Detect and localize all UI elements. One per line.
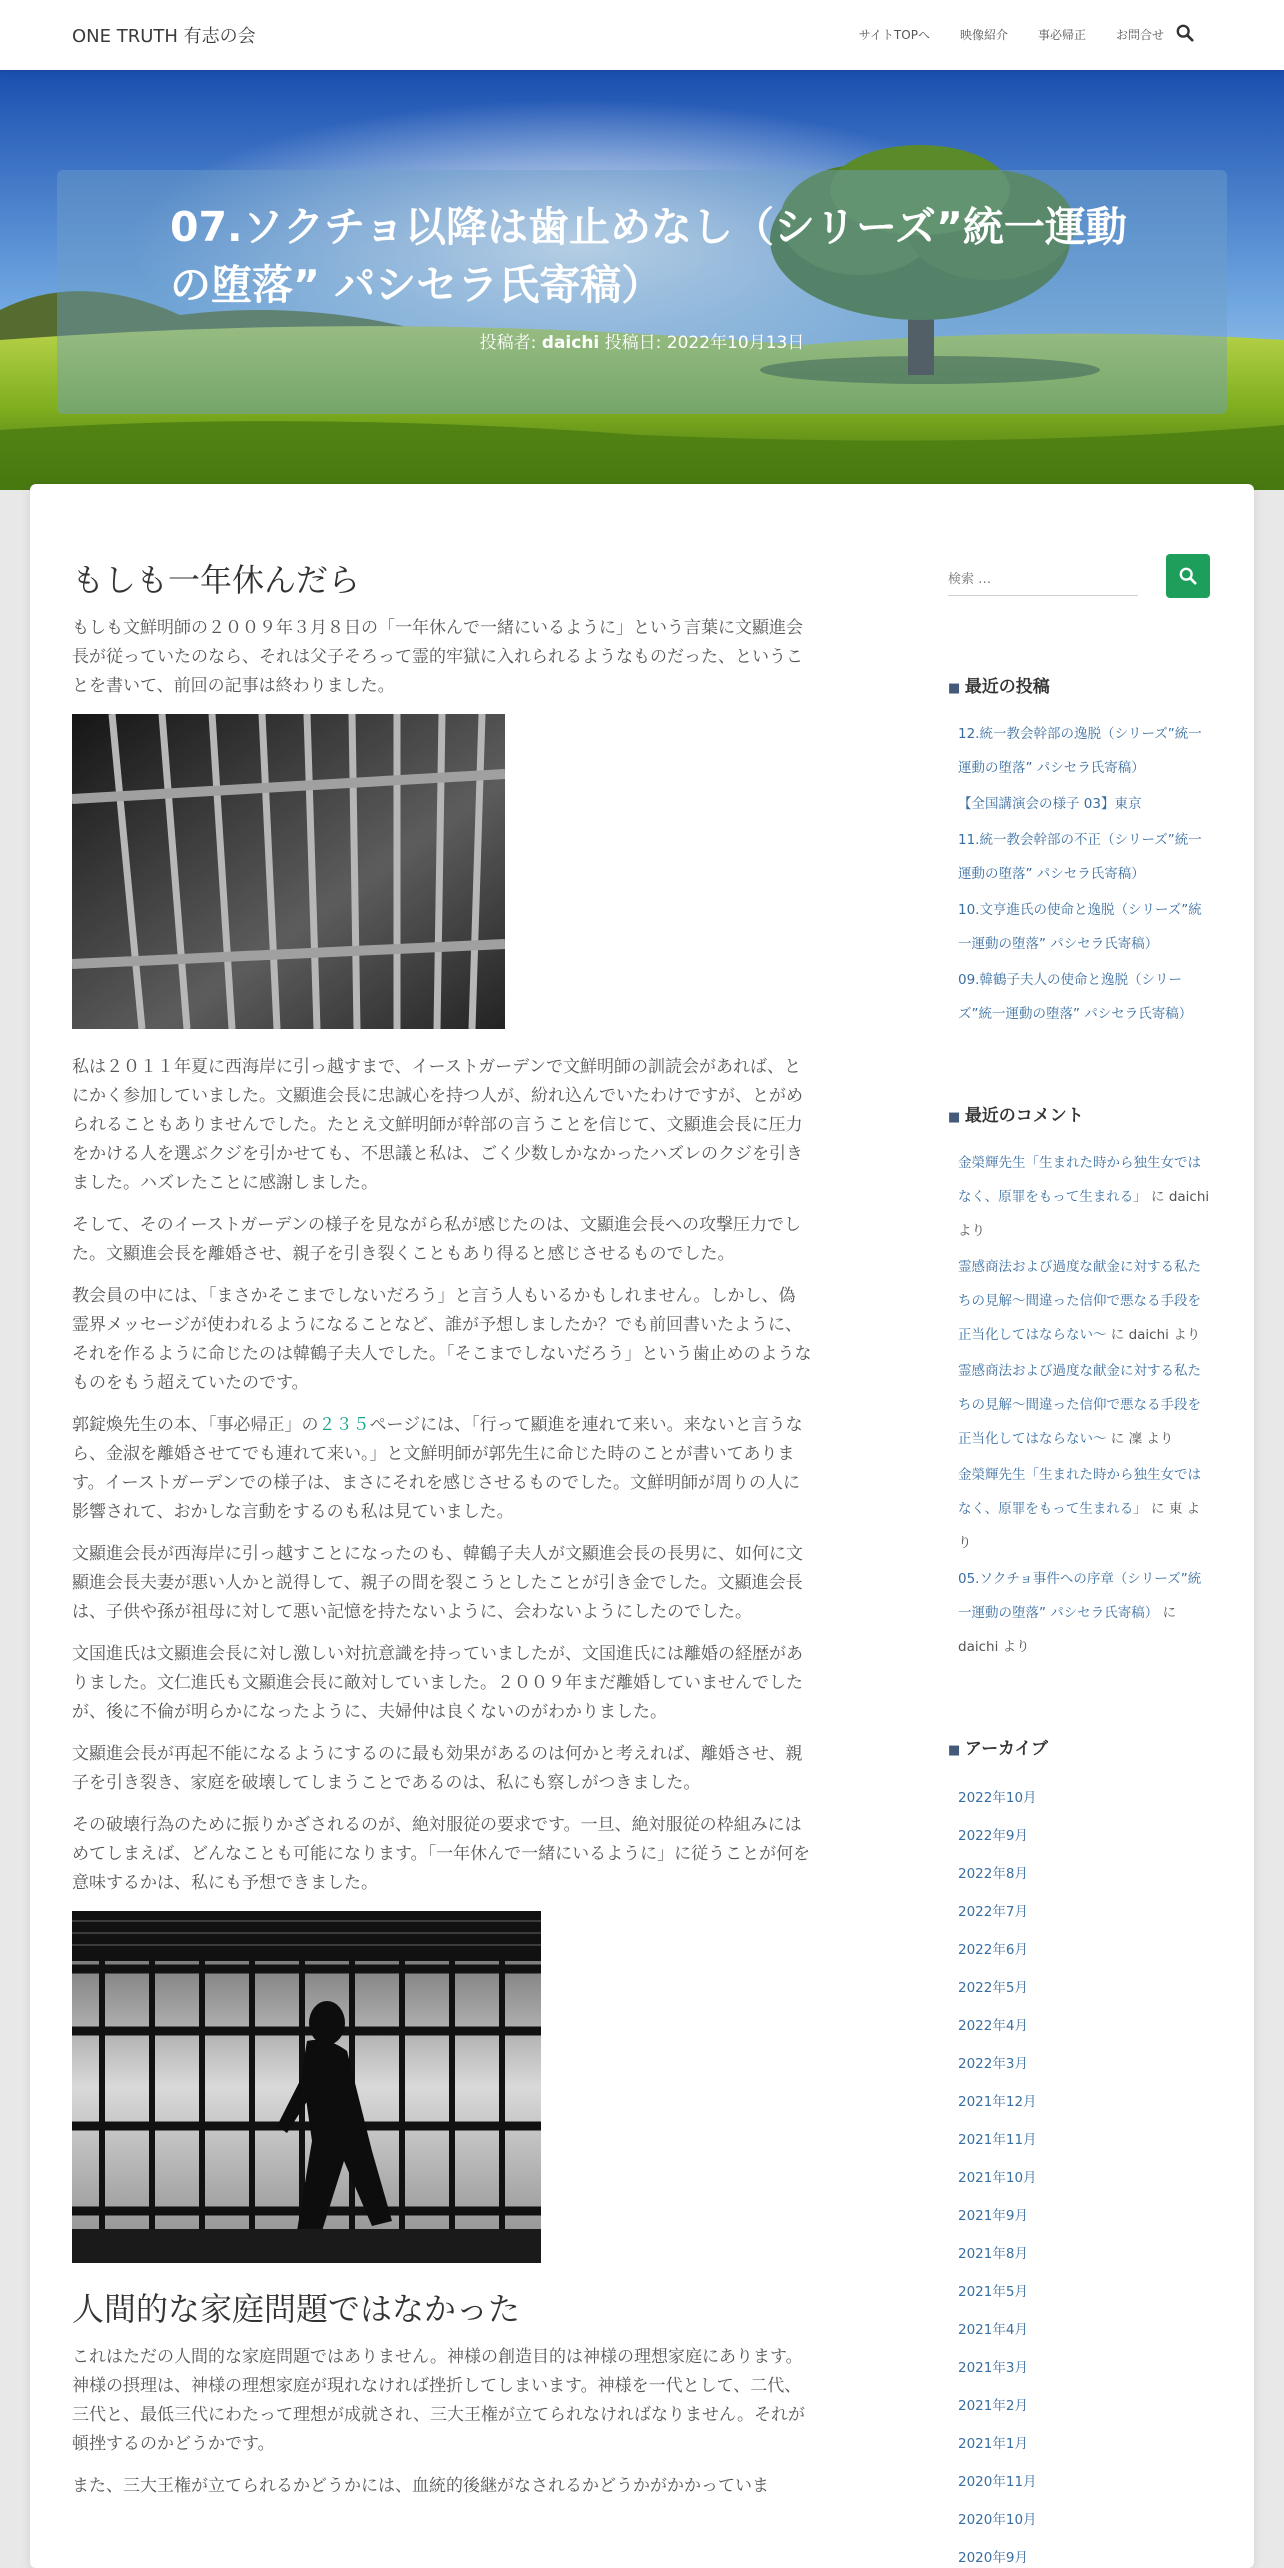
archive-item	[958, 1817, 1210, 1855]
archive-item	[958, 1931, 1210, 1969]
paragraph-5	[72, 1411, 812, 1527]
section-heading-2: 人間的な家庭問題ではなかった	[72, 2290, 521, 2328]
archive-item	[958, 2501, 1210, 2539]
sidebar-search-button[interactable]	[1166, 554, 1210, 598]
recent-post-item	[958, 893, 1210, 961]
section-heading-1: もしも一年休んだら	[72, 561, 361, 599]
comment-author: に daichi より	[1106, 1327, 1201, 1343]
comment-author: に 東 より	[958, 1501, 1201, 1551]
recent-comments-list	[948, 1146, 1210, 1664]
archive-item	[958, 2083, 1210, 2121]
nav-item-jipil-gwijeong[interactable]: 事必帰正	[1037, 28, 1086, 42]
recent-post-link[interactable]: 11.統一教会幹部の不正（シリーズ”統一運動の堕落” パシセラ氏寄稿）	[958, 832, 1202, 882]
recent-post-item	[958, 963, 1210, 1031]
recent-post-link[interactable]: 【全国講演会の様子 03】東京	[958, 796, 1142, 812]
recent-post-link[interactable]: 10.文亨進氏の使命と逸脱（シリーズ”統一運動の堕落” パシセラ氏寄稿）	[958, 902, 1202, 952]
comment-post-link[interactable]: 霊感商法および過度な献金に対する私たちの見解～間違った信仰で悪なる手段を正当化してはならない～	[958, 1363, 1201, 1447]
archive-item	[958, 1855, 1210, 1893]
top-navbar	[0, 0, 1284, 70]
paragraph-10: これはただの人間的な家庭問題ではありません。神様の創造目的は神様の理想家庭にあります。神様の摂理は、神様の理想家庭が現れなければ挫折してしまいます。神様を一代として、二代、三代と、最低三代にわたって理想が成就され、三大王権が立てられなければなりません。それが頓挫するのかどうかです。	[72, 2347, 806, 2454]
archive-link[interactable]: 2021年4月	[958, 2322, 1028, 2338]
archive-link[interactable]: 2022年4月	[958, 2018, 1028, 2034]
sidebar-search-input[interactable]	[948, 564, 1138, 596]
archive-item	[958, 1969, 1210, 2007]
archive-link[interactable]: 2022年6月	[958, 1942, 1028, 1958]
archive-item	[958, 2387, 1210, 2425]
archive-item	[958, 2349, 1210, 2387]
comment-post-link[interactable]: 霊感商法および過度な献金に対する私たちの見解～間違った信仰で悪なる手段を正当化してはならない～	[958, 1259, 1201, 1343]
archive-item	[958, 2539, 1210, 2568]
comment-post-link[interactable]: 金榮輝先生「生まれた時から独生女ではなく、原罪をもって生まれる」	[958, 1155, 1201, 1205]
article-body	[72, 558, 812, 2514]
nav-item-videos[interactable]: 映像紹介	[959, 28, 1008, 42]
nav-item-contact[interactable]: お問合せ	[1115, 28, 1164, 42]
archive-link[interactable]: 2021年9月	[958, 2208, 1028, 2224]
archive-link[interactable]: 2020年9月	[958, 2550, 1028, 2566]
recent-post-link[interactable]: 09.韓鶴子夫人の使命と逸脱（シリーズ”統一運動の堕落” パシセラ氏寄稿）	[958, 972, 1193, 1022]
post-meta	[0, 328, 1284, 353]
paragraph-3: そして、そのイーストガーデンの様子を見ながら私が感じたのは、文顯進会長への攻撃圧力でした。文顯進会長を離婚させ、親子を引き裂くこともあり得ると感じさせるものでした。	[72, 1215, 801, 1264]
paragraph-4: 教会員の中には、「まさかそこまでしないだろう」と言う人もいるかもしれません。しかし、偽霊界メッセージが使われるようになることなど、誰が予想しましたか？でも前回書いたように、それを作るように命じたのは韓鶴子夫人でした。「そこまでしないだろう」という歯止めのようなものをもう超えていたのです。	[72, 1286, 812, 1393]
paragraph-5-start: 郭錠煥先生の本、「事必帰正」の	[72, 1415, 319, 1435]
archives-title: ■ アーカイブ	[948, 1734, 1210, 1759]
archive-link[interactable]: 2022年3月	[958, 2056, 1028, 2072]
archive-link[interactable]: 2022年9月	[958, 1828, 1028, 1844]
paragraph-2: 私は２０１１年夏に西海岸に引っ越すまで、イーストガーデンで文鮮明師の訓読会があれば、とにかく参加していました。文顯進会長に忠誠心を持つ人が、紛れ込んでいたわけですが、とがめられることもありませんでした。たとえ文鮮明師が幹部の言うことを信じて、文顯進会長に圧力をかける人を選ぶクジを引かせても、不思議と私は、ごく少数しかなかったハズレのクジを引きました。ハズレたことに感謝しました。	[72, 1057, 803, 1193]
archive-item	[958, 2273, 1210, 2311]
archive-link[interactable]: 2022年8月	[958, 1866, 1028, 1882]
archive-item	[958, 2007, 1210, 2045]
man-behind-bars-photo	[72, 1911, 541, 2263]
hero-banner	[0, 70, 1284, 490]
recent-posts-list	[948, 717, 1210, 1031]
archive-item	[958, 2197, 1210, 2235]
paragraph-7: 文国進氏は文顯進会長に対し激しい対抗意識を持っていましたが、文国進氏には離婚の経歴がありました。文仁進氏も文顯進会長に敵対していました。２００９年まだ離婚していませんでしたが、後に不倫が明らかになったように、夫婦仲は良くないのがわかりました。	[72, 1644, 803, 1722]
recent-comment-item	[958, 1562, 1210, 1664]
archive-link[interactable]: 2021年2月	[958, 2398, 1028, 2414]
archive-item	[958, 2425, 1210, 2463]
site-brand[interactable]: ONE TRUTH 有志の会	[72, 26, 256, 47]
archive-item	[958, 1893, 1210, 1931]
recent-post-item	[958, 717, 1210, 785]
comment-post-link[interactable]: 金榮輝先生「生まれた時から独生女ではなく、原罪をもって生まれる」	[958, 1467, 1201, 1517]
archive-link[interactable]: 2021年8月	[958, 2246, 1028, 2262]
recent-comment-item	[958, 1354, 1210, 1456]
nav-menu	[859, 26, 1164, 43]
recent-post-link[interactable]: 12.統一教会幹部の逸脱（シリーズ”統一運動の堕落” パシセラ氏寄稿）	[958, 726, 1202, 776]
sidebar-search-form	[948, 554, 1210, 604]
meta-author-link[interactable]: daichi	[541, 333, 600, 353]
recent-post-item	[958, 787, 1210, 821]
archive-link[interactable]: 2021年11月	[958, 2132, 1037, 2148]
archive-link[interactable]: 2021年3月	[958, 2360, 1028, 2376]
paragraph-5-end: ページには、「行って顯進を連れて来い。来ないと言うなら、金淑を離婚させてでも連れて来い。」と文鮮明師が郭先生に命じた時のことが書いてあります。イーストガーデンでの様子は、まさにそれを感じさせるものでした。文鮮明師が周りの人に影響されて、おかしな言動をするのも私は見ていました。	[72, 1415, 803, 1522]
prison-bars-photo	[72, 714, 505, 1029]
archives-list	[948, 1779, 1210, 2568]
archive-item	[958, 2159, 1210, 2197]
nav-item-site-top[interactable]: サイトTOPへ	[858, 28, 930, 42]
archive-link[interactable]: 2020年10月	[958, 2512, 1037, 2528]
widget-archives	[948, 1734, 1210, 2568]
archive-item	[958, 1779, 1210, 1817]
archive-item	[958, 2463, 1210, 2501]
post-title: 07.ソクチョ以降は歯止めなし（シリーズ”統一運動の堕落” パシセラ氏寄稿）	[170, 203, 1127, 309]
sidebar	[948, 554, 1210, 2568]
archive-item	[958, 2311, 1210, 2349]
widget-recent-comments	[948, 1101, 1210, 1664]
comment-author: に 凜 より	[1106, 1431, 1174, 1447]
paragraph-1: もしも文鮮明師の２００９年３月８日の「一年休んで一緒にいるように」という言葉に文顯進会長が従っていたのなら、それは父子そろって霊的牢獄に入れられるようなものだった、ということを書いて、前回の記事は終わりました。	[72, 618, 803, 696]
recent-posts-title: ■ 最近の投稿	[948, 672, 1210, 697]
recent-comment-item	[958, 1458, 1210, 1560]
archive-link[interactable]: 2022年5月	[958, 1980, 1028, 1996]
archive-item	[958, 2121, 1210, 2159]
widget-recent-posts	[948, 672, 1210, 1031]
archive-link[interactable]: 2021年5月	[958, 2284, 1028, 2300]
archive-link[interactable]: 2022年7月	[958, 1904, 1028, 1920]
page-number-link[interactable]: ２３５	[318, 1415, 370, 1435]
paragraph-9: その破壊行為のために振りかざされるのが、絶対服従の要求です。一旦、絶対服従の枠組みにはめてしまえば、どんなことも可能になります。「一年休んで一緒にいるように」に従うことが何を意味するかは、私にも予想できました。	[72, 1815, 811, 1893]
comment-author: に daichi より	[958, 1189, 1210, 1239]
content-card	[30, 484, 1254, 2568]
comment-author: に daichi より	[958, 1605, 1177, 1655]
meta-date: 投稿日: 2022年10月13日	[604, 333, 805, 353]
search-icon	[1179, 567, 1197, 585]
paragraph-11: また、三大王権が立てられるかどうかには、血統的後継がなされるかどうかがかかっていま	[72, 2476, 769, 2496]
recent-comments-title: ■ 最近のコメント	[948, 1101, 1210, 1126]
archive-link[interactable]: 2020年11月	[958, 2474, 1037, 2490]
archive-link[interactable]: 2021年1月	[958, 2436, 1028, 2452]
archive-link[interactable]: 2021年12月	[958, 2094, 1037, 2110]
archive-link[interactable]: 2021年10月	[958, 2170, 1037, 2186]
search-icon[interactable]	[1176, 24, 1194, 42]
recent-comment-item	[958, 1250, 1210, 1352]
archive-link[interactable]: 2022年10月	[958, 1790, 1037, 1806]
recent-comment-item	[958, 1146, 1210, 1248]
meta-author-label: 投稿者:	[479, 333, 537, 353]
comment-post-link[interactable]: 05.ソクチョ事件への序章（シリーズ”統一運動の堕落” パシセラ氏寄稿）	[958, 1571, 1202, 1621]
recent-post-item	[958, 823, 1210, 891]
archive-item	[958, 2045, 1210, 2083]
paragraph-8: 文顯進会長が再起不能になるようにするのに最も効果があるのは何かと考えれば、離婚させ、親子を引き裂き、家庭を破壊してしまうことであるのは、私にも察しがつきました。	[72, 1744, 803, 1793]
paragraph-6: 文顯進会長が西海岸に引っ越すことになったのも、韓鶴子夫人が文顯進会長の長男に、如何に文顯進会長夫妻が悪い人かと説得して、親子の間を裂こうとしたことが引き金でした。文顯進会長は、子供や孫が祖母に対して悪い記憶を持たないように、会わないようにしたのでした。	[72, 1544, 803, 1622]
archive-item	[958, 2235, 1210, 2273]
